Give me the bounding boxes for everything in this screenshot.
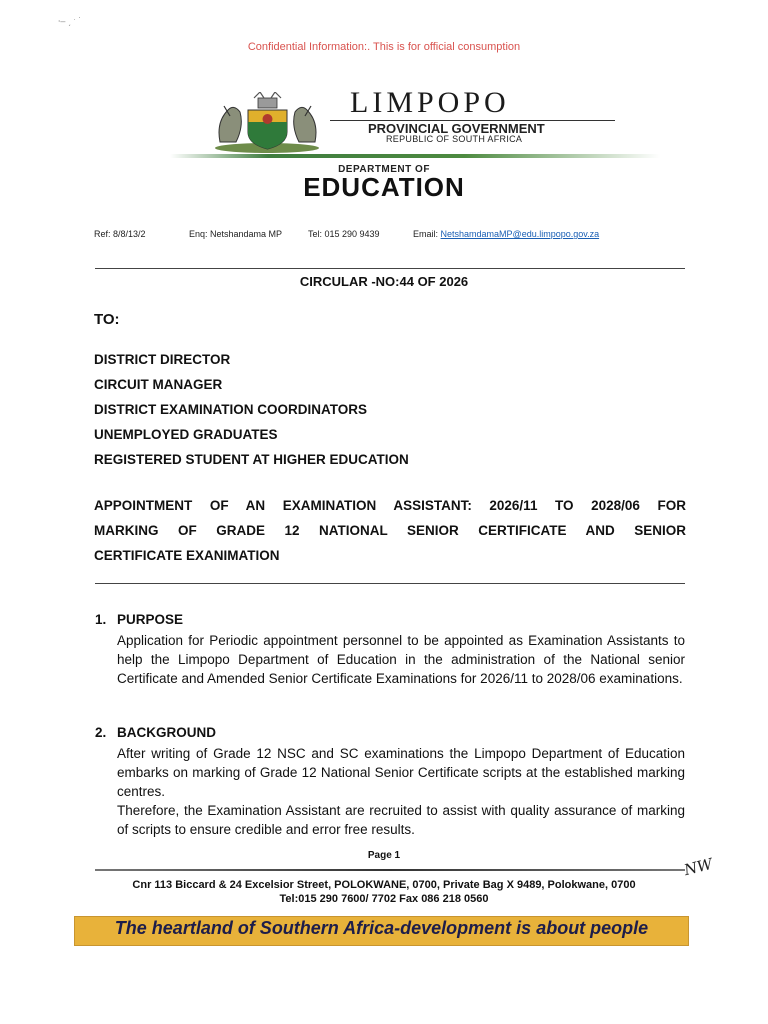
province-title: LIMPOPO bbox=[350, 86, 510, 119]
government-title: PROVINCIAL GOVERNMENT bbox=[368, 121, 545, 136]
footer-divider bbox=[95, 869, 685, 871]
to-label: TO: bbox=[94, 311, 120, 328]
footer-contact: Tel:015 290 7600/ 7702 Fax 086 218 0560 bbox=[279, 893, 489, 905]
subject-line: CERTIFICATE EXANIMATION bbox=[94, 548, 280, 563]
telephone-number: Tel: 015 290 9439 bbox=[308, 229, 380, 239]
recipient-item: DISTRICT DIRECTOR bbox=[94, 352, 231, 367]
subject-line: MARKING OF GRADE 12 NATIONAL SENIOR CERTIFICATE AND SENIOR bbox=[94, 523, 686, 538]
circular-title: CIRCULAR -NO:44 OF 2026 bbox=[299, 274, 469, 289]
recipient-item: REGISTERED STUDENT AT HIGHER EDUCATION bbox=[94, 452, 409, 467]
reference-number: Ref: 8/8/13/2 bbox=[94, 229, 146, 239]
scan-mark: ⸱‒ ˏ ˑ ˙ bbox=[58, 16, 82, 26]
header-divider bbox=[95, 268, 685, 269]
section-body-background-continued: Therefore, the Examination Assistant are recruited to assist with quality assurance of marking of scripts to ensure credible and error free results. bbox=[117, 803, 685, 837]
subject-divider bbox=[95, 583, 685, 584]
section-heading-background: BACKGROUND bbox=[117, 725, 216, 740]
section-number: 1. bbox=[95, 612, 107, 627]
coat-of-arms-icon bbox=[210, 92, 325, 154]
footer-address-block bbox=[0, 878, 768, 906]
subject-heading bbox=[94, 493, 686, 568]
recipient-item: CIRCUIT MANAGER bbox=[94, 377, 223, 392]
enquiries-contact: Enq: Netshandama MP bbox=[189, 229, 283, 239]
subject-line: APPOINTMENT OF AN EXAMINATION ASSISTANT: 2026/11 TO 2028/06 FOR bbox=[94, 498, 686, 513]
recipient-item: DISTRICT EXAMINATION COORDINATORS bbox=[94, 402, 367, 417]
republic-title: REPUBLIC OF SOUTH AFRICA bbox=[386, 134, 523, 144]
recipient-list bbox=[94, 347, 409, 472]
email-label: Email: bbox=[413, 229, 439, 239]
handwritten-initials: NW bbox=[682, 854, 715, 880]
confidential-note: Confidential Information:. This is for official consumption bbox=[247, 41, 521, 53]
section-body-purpose: Application for Periodic appointment personnel to be appointed as Examination Assistants to help the Limpopo Department of Education in the administration of the National senior Certificate and Amended Senior Certificate Examinations for 2026/11 to 2028/06 examinations. bbox=[117, 633, 685, 686]
page-number: Page 1 bbox=[367, 850, 401, 861]
department-title: EDUCATION bbox=[303, 172, 465, 202]
department-of-label: DEPARTMENT OF bbox=[338, 164, 430, 175]
section-body-background: After writing of Grade 12 NSC and SC examinations the Limpopo Department of Education embarks on marking of Grade 12 National Senior Certificate scripts at the established marking centres. bbox=[117, 746, 685, 799]
email-row bbox=[413, 229, 599, 239]
slogan-text: The heartland of Southern Africa-development is about people bbox=[114, 918, 649, 938]
email-link[interactable]: NetshamdamaMP@edu.limpopo.gov.za bbox=[440, 229, 600, 239]
section-number: 2. bbox=[95, 725, 107, 740]
footer-address: Cnr 113 Biccard & 24 Excelsior Street, POLOKWANE, 0700, Private Bag X 9489, Polokwane, 0700 bbox=[132, 879, 636, 891]
green-divider bbox=[170, 154, 660, 158]
recipient-item: UNEMPLOYED GRADUATES bbox=[94, 427, 278, 442]
section-heading-purpose: PURPOSE bbox=[117, 612, 184, 627]
